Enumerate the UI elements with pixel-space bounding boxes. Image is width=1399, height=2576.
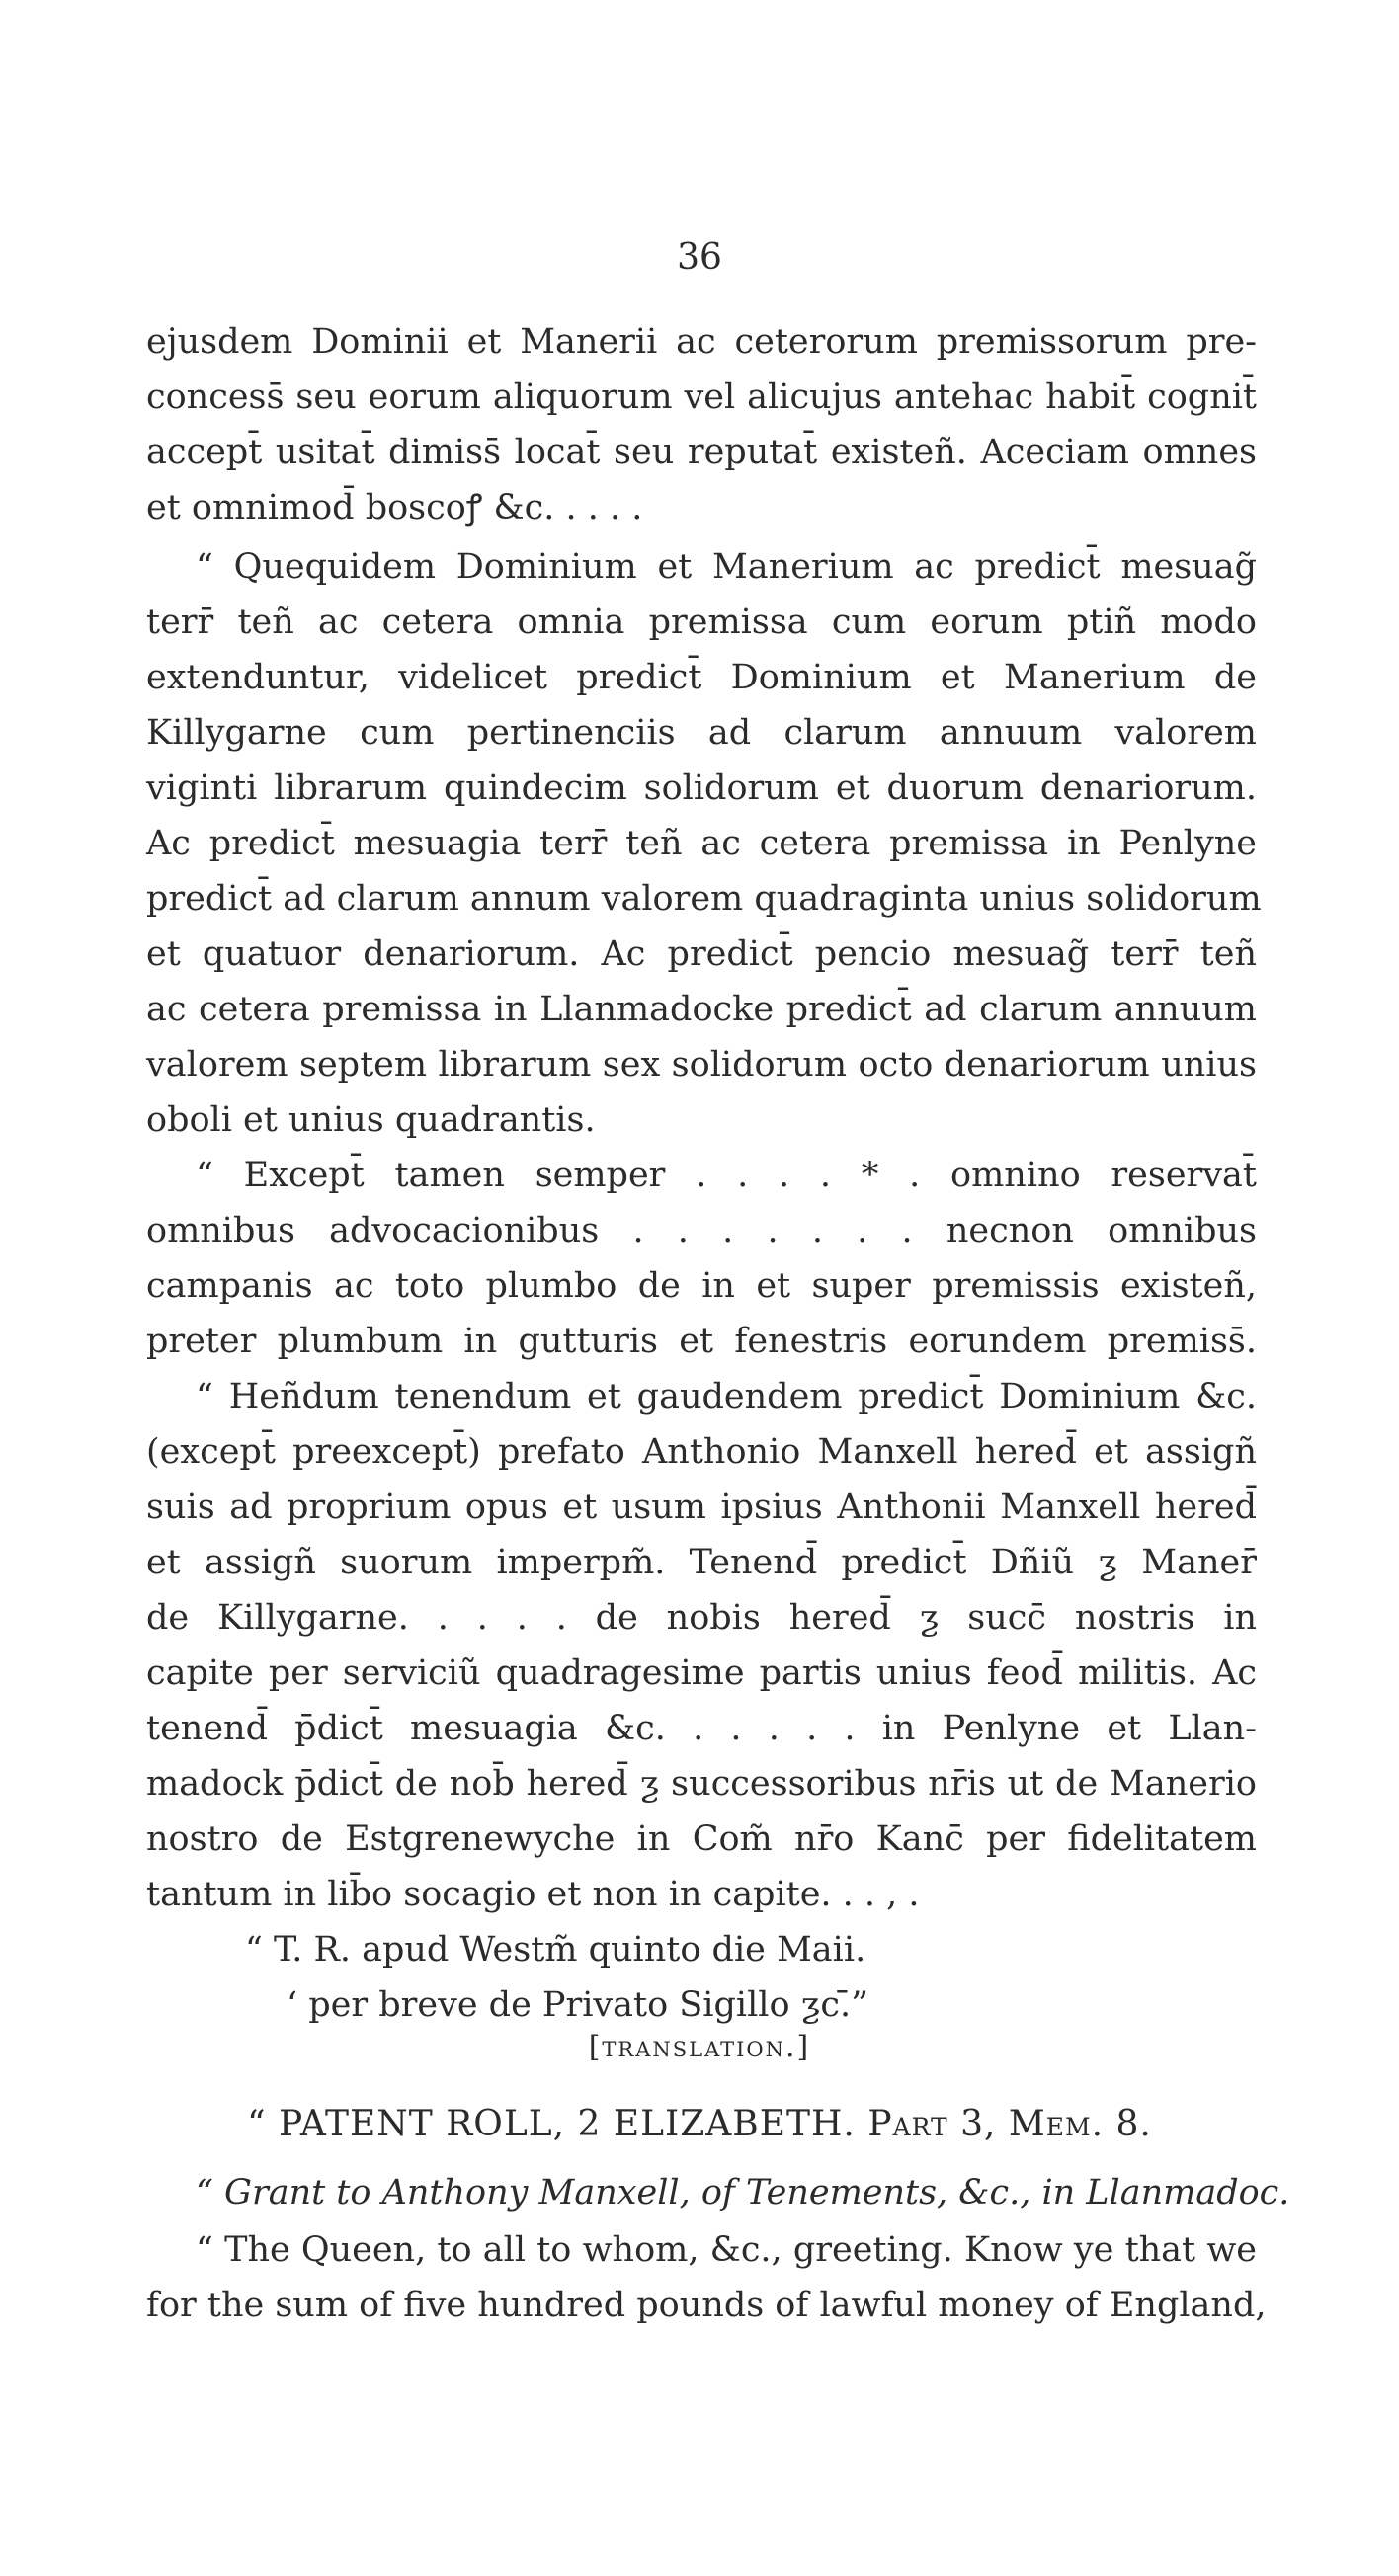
translation-label: [translation.] [588, 2030, 811, 2064]
latin-line-11: predict̄ ad clarum annum valorem quadraginta unius solidorum [146, 879, 1262, 919]
latin-line-4: et omnimod̄ boscoꝭ &c. . . . . [146, 488, 643, 527]
latin-line-15: oboli et unius quadrantis. [146, 1100, 596, 1140]
latin-line-2: concess̄ seu eorum aliquorum vel alicujus antehac habit̄ cognit̄ [146, 377, 1257, 417]
patent-heading [0, 2104, 1399, 2144]
latin-line-14: valorem septem librarum sex solidorum octo denariorum unius [146, 1045, 1257, 1085]
grant-line: “ Grant to Anthony Manxell, of Tenements, &c., in Llanmadoc. [196, 2173, 1290, 2213]
english-line-2: for the sum of five hundred pounds of lawful money of England, [146, 2286, 1267, 2325]
latin-line-29: tantum in lib̄o socagio et non in capite. . . , . [146, 1875, 920, 1914]
latin-line-13: ac cetera premissa in Llanmadocke predict̄ ad clarum annuum [146, 990, 1257, 1029]
english-line-1: “ The Queen, to all to whom, &c., greeting. Know ye that we [196, 2230, 1257, 2270]
latin-line-7: extenduntur, videlicet predict̄ Dominium et Manerium de [146, 658, 1257, 697]
latin-line-27: madock p̄dict̄ de nob̄ hered̄ ƺ successoribus nr̄is ut de Manerio [146, 1764, 1257, 1804]
latin-line-18: campanis ac toto plumbo de in et super premissis existeñ, [146, 1266, 1257, 1306]
latin-line-24: de Killygarne. . . . . de nobis hered̄ ƺ succ̄ nostris in [146, 1598, 1257, 1638]
patent-heading-main: “ PATENT ROLL, 2 ELIZABETH. [247, 2104, 856, 2144]
latin-line-31: ‘ per breve de Privato Sigillo ƺc.̄” [287, 1985, 869, 2025]
latin-line-21: (except̄ preexcept̄) prefato Anthonio Manxell hered̄ et assigñ [146, 1432, 1257, 1472]
latin-line-16: “ Except̄ tamen semper . . . . * . omnino reservat̄ [196, 1156, 1257, 1195]
latin-line-28: nostro de Estgrenewyche in Com̃ nr̄o Kanc̄ per fidelitatem [146, 1819, 1257, 1859]
page-number: 36 [677, 237, 722, 278]
latin-line-23: et assigñ suorum imperpm̃. Tenend̄ predict̄ Dñiũ ƺ Maner̄ [146, 1543, 1257, 1582]
latin-line-26: tenend̄ p̄dict̄ mesuagia &c. . . . . . in Penlyne et Llan- [146, 1709, 1257, 1748]
latin-line-30: “ T. R. apud Westm̃ quinto die Maii. [245, 1930, 866, 1970]
latin-line-5: “ Quequidem Dominium et Manerium ac predict̄ mesuag̃ [196, 547, 1257, 587]
latin-line-8: Killygarne cum pertinenciis ad clarum annuum valorem [146, 713, 1257, 753]
latin-line-19: preter plumbum in gutturis et fenestris eorundem premiss̄. [146, 1322, 1257, 1361]
latin-line-6: terr̄ teñ ac cetera omnia premissa cum eorum ptiñ modo [146, 603, 1257, 642]
latin-line-17: omnibus advocacionibus . . . . . . . necnon omnibus [146, 1211, 1257, 1250]
latin-line-9: viginti librarum quindecim solidorum et duorum denariorum. [146, 768, 1257, 808]
latin-line-3: accept̄ usitat̄ dimiss̄ locat̄ seu reputat̄ existeñ. Aceciam omnes [146, 433, 1257, 472]
latin-line-25: capite per serviciũ quadragesime partis unius feod̄ militis. Ac [146, 1653, 1257, 1693]
latin-line-12: et quatuor denariorum. Ac predict̄ pencio mesuag̃ terr̄ teñ [146, 934, 1257, 974]
latin-line-10: Ac predict̄ mesuagia terr̄ teñ ac cetera premissa in Penlyne [146, 824, 1257, 863]
latin-line-22: suis ad proprium opus et usum ipsius Anthonii Manxell hered̄ [146, 1488, 1257, 1527]
latin-line-20: “ Heñdum tenendum et gaudendem predict̄ Dominium &c. [196, 1377, 1257, 1416]
patent-heading-part: Part 3, Mem. 8. [867, 2104, 1152, 2144]
latin-line-1: ejusdem Dominii et Manerii ac ceterorum premissorum pre- [146, 322, 1257, 362]
